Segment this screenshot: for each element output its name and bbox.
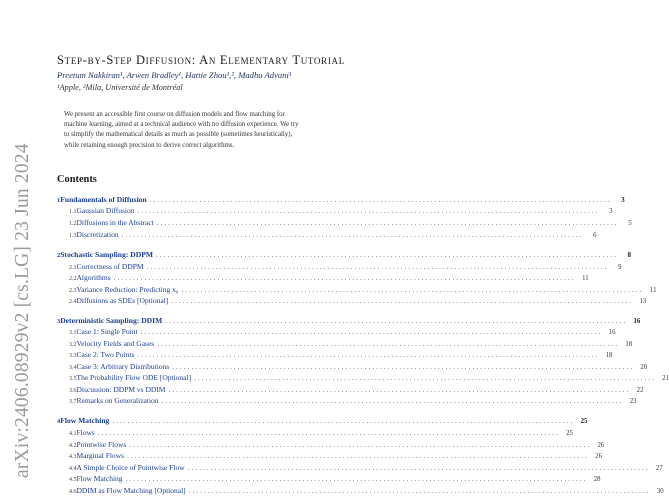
paper-title: Step-by-Step Diffusion: An Elementary Tutorial xyxy=(57,53,345,67)
toc-leader: ........................................................................................................................ xyxy=(121,231,584,239)
toc-page-number: 3 xyxy=(621,197,625,204)
toc-page-number: 26 xyxy=(597,442,605,449)
toc-section-title: Fundamentals of Diffusion xyxy=(60,195,147,204)
paper-affiliations: ¹Apple, ²Mila, Université de Montréal xyxy=(57,83,183,92)
toc-leader: ........................................................................................................................ xyxy=(188,487,651,495)
toc-page-number: 13 xyxy=(639,298,647,305)
toc-section-2[interactable] xyxy=(57,250,632,261)
toc-subsection-number: 4.5 xyxy=(69,477,77,483)
toc-subsection-title: Variance Reduction: Predicting x₀ xyxy=(76,285,179,294)
toc-subsection-title: DDIM as Flow Matching [Optional] xyxy=(76,486,186,495)
toc-subsection-number: 4.1 xyxy=(69,431,77,437)
toc-page-number: 20 xyxy=(640,364,648,371)
toc-subsection-4-5[interactable] xyxy=(69,474,601,485)
toc-leader: ........................................................................................................................ xyxy=(194,374,657,382)
toc-subsection-1-3[interactable] xyxy=(69,230,597,241)
toc-section-number: 4 xyxy=(57,418,61,425)
toc-section-title: Stochastic Sampling: DDPM xyxy=(60,250,154,259)
toc-leader: ........................................................................................................................ xyxy=(125,475,588,483)
toc-subsection-2-1[interactable] xyxy=(69,262,622,273)
toc-leader: ........................................................................................................................ xyxy=(156,219,619,227)
toc-leader: ........................................................................................................................ xyxy=(161,397,624,405)
toc-leader: ........................................................................................................................ xyxy=(127,452,590,460)
toc-subsection-title: Algorithms xyxy=(76,273,111,282)
toc-leader: ........................................................................................................................ xyxy=(146,263,609,271)
toc-subsection-number: 3.5 xyxy=(69,376,77,382)
toc-subsection-3-6[interactable] xyxy=(69,385,644,396)
toc-page-number: 11 xyxy=(582,275,589,282)
paper-abstract: We present an accessible first course on diffusion models and flow matching for machine learning, aimed at a technical audience with no diffusion experience. We try to simplify the mathematical details as much as possible (sometimes heuristically), while retaining enough precision to derive correct algorithms. xyxy=(64,111,299,149)
toc-subsection-number: 3.4 xyxy=(69,365,77,371)
toc-subsection-4-3[interactable] xyxy=(69,451,603,462)
toc-leader: ........................................................................................................................ xyxy=(137,207,600,215)
toc-subsection-title: Marginal Flows xyxy=(76,451,125,460)
toc-subsection-number: 4.4 xyxy=(69,466,77,472)
toc-section-title: Flow Matching xyxy=(60,416,110,425)
toc-leader: ........................................................................................................................ xyxy=(97,429,560,437)
toc-subsection-title: Diffusions as SDEs [Optional] xyxy=(76,296,169,305)
toc-subsection-3-2[interactable] xyxy=(69,339,633,350)
toc-page-number: 23 xyxy=(629,398,637,405)
toc-page-number: 28 xyxy=(593,476,601,483)
toc-subsection-title: Pointwise Flows xyxy=(76,440,127,449)
toc-leader: ........................................................................................................................ xyxy=(140,328,603,336)
toc-leader: ........................................................................................................................ xyxy=(156,251,619,259)
toc-subsection-number: 1.2 xyxy=(69,221,77,227)
toc-subsection-2-2[interactable] xyxy=(69,273,589,284)
toc-leader: ........................................................................................................................ xyxy=(165,317,628,325)
toc-leader: ........................................................................................................................ xyxy=(181,286,644,294)
toc-subsection-1-1[interactable] xyxy=(69,206,613,217)
toc-subsection-3-4[interactable] xyxy=(69,362,648,373)
toc-leader: ........................................................................................................................ xyxy=(187,464,650,472)
toc-subsection-title: The Probability Flow ODE [Optional] xyxy=(76,373,192,382)
toc-subsection-4-1[interactable] xyxy=(69,428,573,439)
toc-subsection-number: 4.3 xyxy=(69,454,77,460)
toc-subsection-3-3[interactable] xyxy=(69,350,613,361)
toc-subsection-title: Flow Matching xyxy=(76,474,123,483)
toc-subsection-4-4[interactable] xyxy=(69,463,663,474)
toc-page-number: 16 xyxy=(633,318,641,325)
toc-subsection-title: Discussion: DDPM vs DDIM xyxy=(76,385,166,394)
toc-subsection-number: 3.2 xyxy=(69,342,77,348)
toc-subsection-title: Flows xyxy=(76,428,95,437)
toc-subsection-4-6[interactable] xyxy=(69,486,664,497)
toc-subsection-title: A Simple Choice of Pointwise Flow xyxy=(76,463,185,472)
contents-heading: Contents xyxy=(57,174,97,185)
toc-page-number: 9 xyxy=(618,264,622,271)
toc-page-number: 25 xyxy=(580,418,588,425)
toc-leader: ........................................................................................................................ xyxy=(149,196,612,204)
toc-subsection-title: Gaussian Diffusion xyxy=(76,206,135,215)
toc-subsection-title: Correctness of DDPM xyxy=(76,262,144,271)
toc-subsection-number: 3.6 xyxy=(69,388,77,394)
toc-subsection-3-1[interactable] xyxy=(69,327,616,338)
paper-authors: Preetum Nakkiran¹, Arwen Bradley¹, Hattie Zhou¹,², Madhu Advani¹ xyxy=(57,70,292,80)
toc-subsection-2-3[interactable] xyxy=(69,285,657,296)
toc-subsection-title: Discretization xyxy=(76,230,119,239)
toc-subsection-title: Remarks on Generalization xyxy=(76,396,159,405)
toc-leader: ........................................................................................................................ xyxy=(129,441,592,449)
toc-subsection-1-2[interactable] xyxy=(69,218,632,229)
toc-subsection-3-7[interactable] xyxy=(69,396,637,407)
toc-page-number: 11 xyxy=(649,287,657,294)
toc-page-number: 26 xyxy=(595,453,603,460)
toc-page-number: 18 xyxy=(605,352,613,359)
toc-section-number: 1 xyxy=(57,197,61,204)
toc-subsection-3-5[interactable] xyxy=(69,373,669,384)
toc-subsection-number: 1.1 xyxy=(69,209,77,215)
toc-subsection-2-4[interactable] xyxy=(69,296,647,307)
toc-leader: ........................................................................................................................ xyxy=(172,363,635,371)
toc-subsection-title: Diffusions in the Abstract xyxy=(76,218,154,227)
toc-subsection-number: 3.1 xyxy=(69,330,77,336)
toc-leader: ........................................................................................................................ xyxy=(112,417,575,425)
toc-section-4[interactable] xyxy=(57,416,588,427)
toc-leader: ........................................................................................................................ xyxy=(157,340,620,348)
toc-leader: ........................................................................................................................ xyxy=(137,351,600,359)
toc-page-number: 5 xyxy=(628,220,632,227)
toc-page-number: 21 xyxy=(662,375,669,382)
toc-subsection-number: 3.3 xyxy=(69,353,77,359)
toc-section-number: 2 xyxy=(57,252,61,259)
toc-subsection-number: 2.3 xyxy=(69,288,77,294)
toc-page-number: 27 xyxy=(655,465,663,472)
toc-leader: ........................................................................................................................ xyxy=(168,386,631,394)
toc-subsection-number: 2.2 xyxy=(69,276,77,282)
toc-subsection-number: 1.3 xyxy=(69,233,77,239)
toc-page-number: 18 xyxy=(625,341,633,348)
toc-subsection-number: 4.6 xyxy=(69,489,77,495)
toc-section-1[interactable] xyxy=(57,195,625,206)
toc-section-3[interactable] xyxy=(57,316,641,327)
toc-subsection-number: 3.7 xyxy=(69,399,77,405)
toc-subsection-number: 2.4 xyxy=(69,299,77,305)
toc-page-number: 22 xyxy=(636,387,644,394)
toc-leader: ........................................................................................................................ xyxy=(113,274,576,282)
toc-subsection-number: 2.1 xyxy=(69,265,77,271)
toc-subsection-title: Case 1: Single Point xyxy=(76,327,138,336)
toc-page-number: 30 xyxy=(656,488,664,495)
toc-page-number: 6 xyxy=(593,232,597,239)
toc-subsection-title: Case 3: Arbitrary Distributions xyxy=(76,362,170,371)
arxiv-identifier-stamp: arXiv:2406.08929v2 [cs.LG] 23 Jun 2024 xyxy=(12,143,33,478)
toc-subsection-4-2[interactable] xyxy=(69,440,605,451)
toc-page-number: 25 xyxy=(566,430,573,437)
toc-subsection-title: Velocity Fields and Gases xyxy=(76,339,155,348)
toc-subsection-number: 4.2 xyxy=(69,443,77,449)
toc-section-title: Deterministic Sampling: DDIM xyxy=(60,316,163,325)
toc-leader: ........................................................................................................................ xyxy=(171,297,634,305)
toc-section-number: 3 xyxy=(57,318,61,325)
toc-page-number: 8 xyxy=(627,252,632,259)
toc-page-number: 16 xyxy=(608,329,616,336)
toc-subsection-title: Case 2: Two Points xyxy=(76,350,135,359)
toc-page-number: 3 xyxy=(609,208,613,215)
